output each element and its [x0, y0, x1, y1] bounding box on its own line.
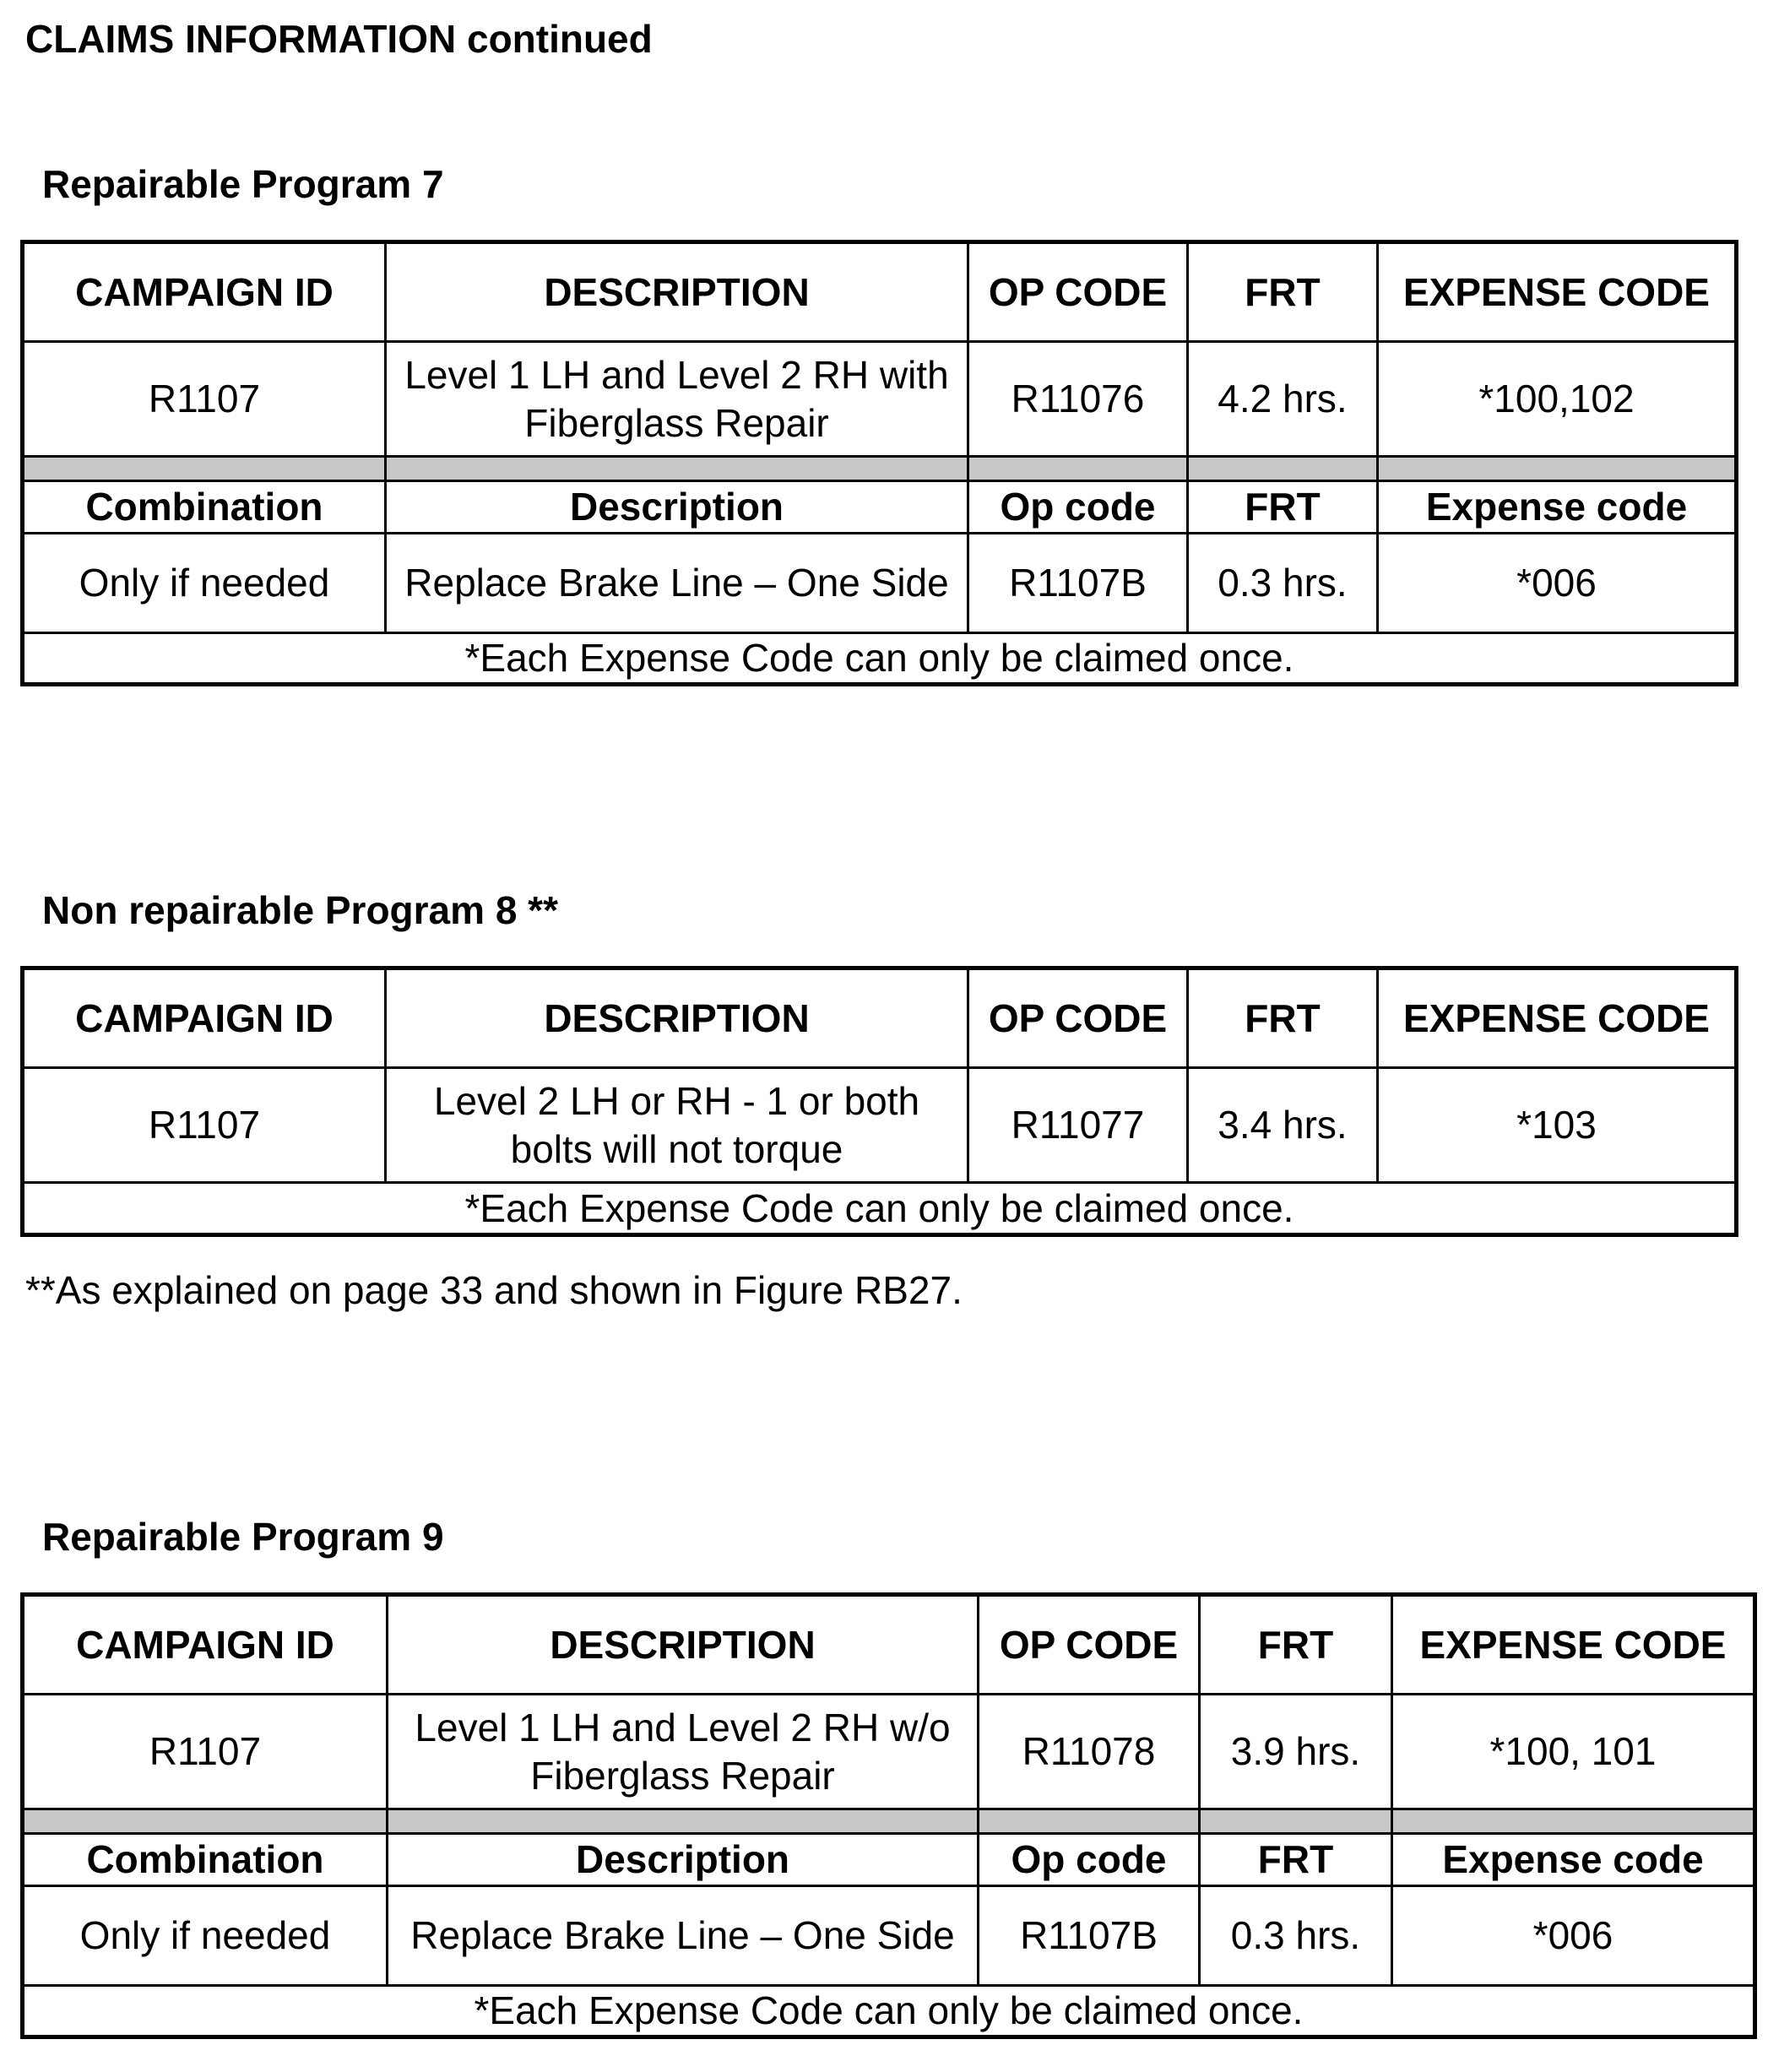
- separator-cell: [23, 457, 386, 481]
- section-title-program-9: Repairable Program 9: [42, 1515, 444, 1559]
- header-frt: FRT: [1200, 1595, 1392, 1695]
- header-expense-code: Expense code: [1392, 1834, 1755, 1886]
- header-campaign-id: CAMPAIGN ID: [23, 1595, 388, 1695]
- program-8-table: [20, 966, 1738, 1237]
- cell-campaign-id: R1107: [23, 1695, 388, 1809]
- cell-frt: 3.4 hrs.: [1188, 1068, 1378, 1183]
- cell-campaign-id: R1107: [23, 1068, 386, 1183]
- cell-description: Replace Brake Line – One Side: [388, 1886, 979, 1986]
- table-header-row: [23, 242, 1737, 342]
- table-row: [23, 534, 1737, 633]
- program-9-table: [20, 1592, 1757, 2039]
- header-op-code: Op code: [968, 481, 1188, 534]
- header-expense-code: EXPENSE CODE: [1378, 242, 1737, 342]
- table-row: [23, 342, 1737, 457]
- separator-cell: [23, 1809, 388, 1834]
- header-expense-code: Expense code: [1378, 481, 1737, 534]
- header-frt: FRT: [1188, 481, 1378, 534]
- cell-op-code: R1107B: [968, 534, 1188, 633]
- header-description: DESCRIPTION: [386, 968, 968, 1068]
- note-row: [23, 1986, 1755, 2037]
- header-description: Description: [388, 1834, 979, 1886]
- separator-cell: [1200, 1809, 1392, 1834]
- cell-frt: 4.2 hrs.: [1188, 342, 1378, 457]
- separator-row: [23, 457, 1737, 481]
- table-row: [23, 1068, 1737, 1183]
- section-title-program-7: Repairable Program 7: [42, 162, 444, 206]
- separator-cell: [1378, 457, 1737, 481]
- cell-combination: Only if needed: [23, 1886, 388, 1986]
- separator-cell: [1392, 1809, 1755, 1834]
- cell-op-code: R11076: [968, 342, 1188, 457]
- separator-cell: [968, 457, 1188, 481]
- cell-description: Level 1 LH and Level 2 RH with Fiberglass Repair: [386, 342, 968, 457]
- separator-cell: [386, 457, 968, 481]
- page-title: CLAIMS INFORMATION continued: [25, 17, 653, 61]
- header-op-code: OP CODE: [968, 242, 1188, 342]
- cell-combination: Only if needed: [23, 534, 386, 633]
- table-header-row: [23, 1595, 1755, 1695]
- header-expense-code: EXPENSE CODE: [1392, 1595, 1755, 1695]
- cell-expense-code: *006: [1378, 534, 1737, 633]
- separator-cell: [979, 1809, 1200, 1834]
- table-row: [23, 1886, 1755, 1986]
- cell-expense-code: *103: [1378, 1068, 1737, 1183]
- header-frt: FRT: [1200, 1834, 1392, 1886]
- header-campaign-id: CAMPAIGN ID: [23, 242, 386, 342]
- program-7-table: [20, 240, 1738, 686]
- combination-header-row: [23, 1834, 1755, 1886]
- cell-expense-code: *100, 101: [1392, 1695, 1755, 1809]
- header-description: DESCRIPTION: [386, 242, 968, 342]
- cell-op-code: R11078: [979, 1695, 1200, 1809]
- separator-cell: [1188, 457, 1378, 481]
- expense-code-note: *Each Expense Code can only be claimed once.: [23, 633, 1737, 685]
- cell-frt: 3.9 hrs.: [1200, 1695, 1392, 1809]
- cell-op-code: R11077: [968, 1068, 1188, 1183]
- table-header-row: [23, 968, 1737, 1068]
- combination-header-row: [23, 481, 1737, 534]
- cell-frt: 0.3 hrs.: [1188, 534, 1378, 633]
- program-8-footnote: **As explained on page 33 and shown in Figure RB27.: [25, 1268, 963, 1312]
- header-op-code: Op code: [979, 1834, 1200, 1886]
- header-combination: Combination: [23, 1834, 388, 1886]
- header-campaign-id: CAMPAIGN ID: [23, 968, 386, 1068]
- note-row: [23, 1183, 1737, 1235]
- cell-expense-code: *100,102: [1378, 342, 1737, 457]
- header-expense-code: EXPENSE CODE: [1378, 968, 1737, 1068]
- header-combination: Combination: [23, 481, 386, 534]
- expense-code-note: *Each Expense Code can only be claimed once.: [23, 1183, 1737, 1235]
- note-row: [23, 633, 1737, 685]
- cell-op-code: R1107B: [979, 1886, 1200, 1986]
- section-title-program-8: Non repairable Program 8 **: [42, 888, 558, 932]
- separator-row: [23, 1809, 1755, 1834]
- cell-description: Level 2 LH or RH - 1 or both bolts will not torque: [386, 1068, 968, 1183]
- header-description: Description: [386, 481, 968, 534]
- header-op-code: OP CODE: [979, 1595, 1200, 1695]
- cell-expense-code: *006: [1392, 1886, 1755, 1986]
- header-frt: FRT: [1188, 242, 1378, 342]
- table-row: [23, 1695, 1755, 1809]
- cell-frt: 0.3 hrs.: [1200, 1886, 1392, 1986]
- cell-campaign-id: R1107: [23, 342, 386, 457]
- separator-cell: [388, 1809, 979, 1834]
- cell-description: Level 1 LH and Level 2 RH w/o Fiberglass Repair: [388, 1695, 979, 1809]
- header-description: DESCRIPTION: [388, 1595, 979, 1695]
- cell-description: Replace Brake Line – One Side: [386, 534, 968, 633]
- expense-code-note: *Each Expense Code can only be claimed once.: [23, 1986, 1755, 2037]
- header-op-code: OP CODE: [968, 968, 1188, 1068]
- header-frt: FRT: [1188, 968, 1378, 1068]
